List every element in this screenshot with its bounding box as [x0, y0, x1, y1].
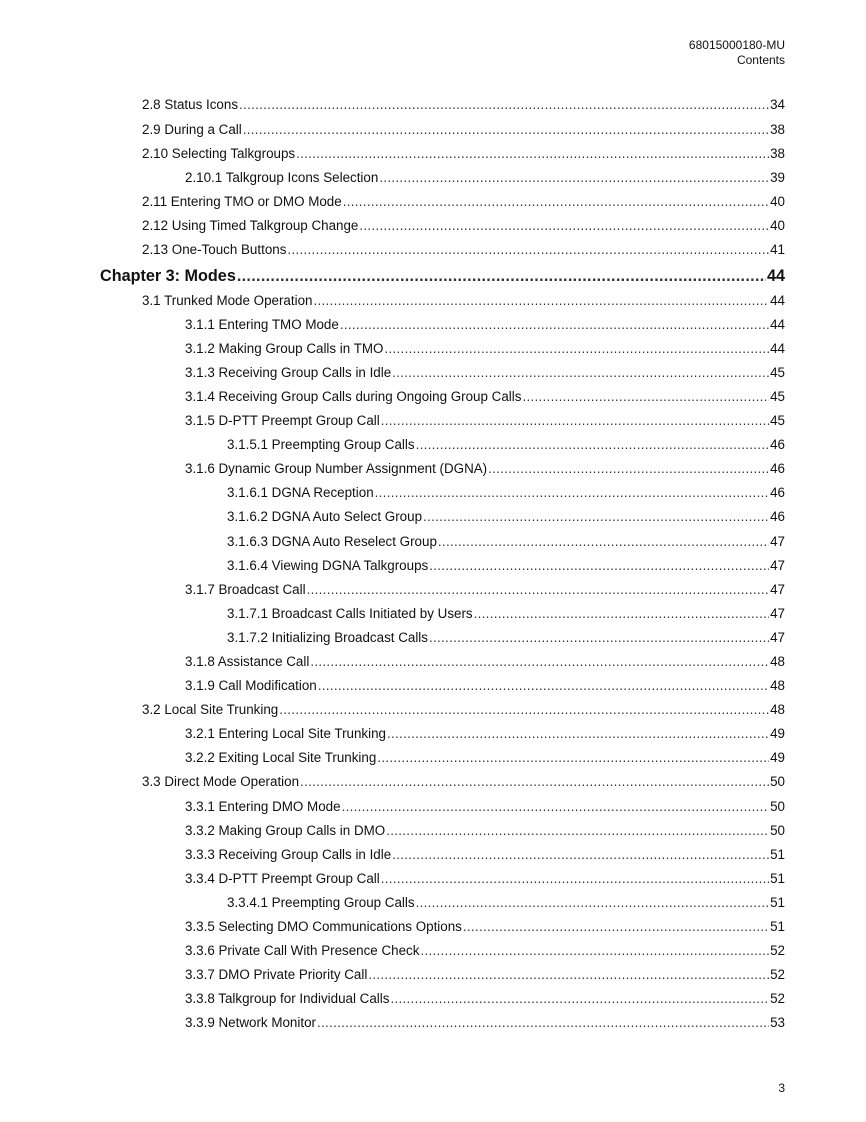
- dot-leader: [420, 943, 769, 958]
- dot-leader: [340, 317, 769, 332]
- table-of-contents: [0, 97, 866, 1039]
- toc-title: 3.3.9 Network Monitor: [185, 1015, 316, 1031]
- dot-leader: [416, 895, 770, 910]
- toc-title: 2.8 Status Icons: [142, 97, 239, 112]
- toc-entry-3-1-5-1[interactable]: [0, 437, 866, 461]
- toc-page: 47: [770, 533, 785, 549]
- dot-leader: [429, 630, 769, 645]
- toc-entry-3-1-6-2[interactable]: [0, 509, 866, 533]
- toc-entry-2-8[interactable]: [0, 97, 866, 122]
- toc-page: 46: [770, 485, 785, 501]
- toc-page: 52: [770, 991, 785, 1007]
- toc-entry-2-10[interactable]: [0, 146, 866, 170]
- dot-leader: [313, 293, 769, 308]
- toc-entry-3-3[interactable]: [0, 774, 866, 798]
- toc-entry-3-3-4-1[interactable]: [0, 895, 866, 919]
- toc-page: 38: [770, 122, 785, 137]
- dot-leader: [438, 534, 769, 549]
- dot-leader: [342, 799, 770, 814]
- document-number: 68015000180-MU: [688, 38, 785, 52]
- toc-title: 3.3.3 Receiving Group Calls in Idle: [185, 846, 392, 862]
- toc-page: 51: [770, 870, 785, 886]
- toc-entry-2-13[interactable]: [0, 242, 866, 266]
- toc-title: 3.1.7.2 Initializing Broadcast Calls: [227, 629, 428, 645]
- toc-page: 52: [770, 943, 785, 959]
- toc-title: 3.1.5.1 Preempting Group Calls: [227, 437, 415, 453]
- toc-page: 40: [770, 194, 785, 210]
- toc-title: 3.1 Trunked Mode Operation: [142, 292, 313, 308]
- toc-page: 44: [766, 266, 785, 285]
- toc-title: 3.1.6.4 Viewing DGNA Talkgroups: [227, 557, 429, 573]
- toc-page: 34: [770, 97, 785, 112]
- dot-leader: [429, 558, 769, 573]
- toc-title: 3.3.5 Selecting DMO Communications Options: [185, 919, 462, 934]
- toc-entry-3-1-6-3[interactable]: [0, 534, 866, 558]
- toc-page: 51: [770, 919, 785, 934]
- dot-leader: [379, 170, 769, 185]
- toc-title: 2.9 During a Call: [142, 122, 242, 137]
- toc-page: 46: [770, 437, 785, 453]
- toc-page: 41: [770, 242, 785, 258]
- dot-leader: [488, 461, 769, 476]
- dot-leader: [359, 218, 769, 233]
- toc-entry-chapter-3[interactable]: [0, 267, 866, 293]
- dot-leader: [522, 389, 769, 404]
- toc-page: 46: [770, 461, 785, 477]
- toc-entry-3-1-3[interactable]: [0, 365, 866, 389]
- toc-title: 2.13 One-Touch Buttons: [142, 242, 287, 258]
- toc-entry-3-1-5[interactable]: [0, 413, 866, 437]
- toc-entry-3-3-5[interactable]: [0, 919, 866, 943]
- toc-entry-3-1-6-4[interactable]: [0, 558, 866, 582]
- toc-page: 52: [770, 967, 785, 983]
- toc-page: 38: [770, 146, 785, 162]
- toc-title: 3.2 Local Site Trunking: [142, 702, 279, 718]
- toc-title: 3.1.8 Assistance Call: [185, 653, 310, 669]
- toc-entry-2-11[interactable]: [0, 194, 866, 218]
- dot-leader: [237, 267, 766, 286]
- dot-leader: [317, 1015, 769, 1030]
- toc-page: 48: [770, 653, 785, 669]
- toc-entry-3-3-6[interactable]: [0, 943, 866, 967]
- toc-title: 3.2.1 Entering Local Site Trunking: [185, 726, 386, 742]
- section-name: Contents: [736, 53, 785, 67]
- dot-leader: [390, 991, 769, 1006]
- toc-title: 3.1.9 Call Modification: [185, 678, 317, 694]
- dot-leader: [310, 654, 769, 669]
- toc-entry-3-3-2[interactable]: [0, 823, 866, 847]
- toc-title: 3.1.7 Broadcast Call: [185, 581, 306, 597]
- toc-page: 44: [770, 292, 785, 308]
- dot-leader: [318, 678, 769, 693]
- toc-title: 3.3.4 D-PTT Preempt Group Call: [185, 870, 380, 886]
- dot-leader: [296, 146, 769, 161]
- dot-leader: [279, 702, 769, 717]
- toc-entry-3-3-3[interactable]: [0, 847, 866, 871]
- dot-leader: [287, 242, 769, 257]
- toc-page: 46: [770, 509, 785, 525]
- toc-title: 2.11 Entering TMO or DMO Mode: [142, 194, 342, 210]
- toc-title: 3.1.2 Making Group Calls in TMO: [185, 340, 384, 356]
- dot-leader: [392, 365, 769, 380]
- toc-page: 44: [770, 316, 785, 332]
- toc-page: 53: [770, 1015, 785, 1031]
- toc-title: 3.3.6 Private Call With Presence Check: [185, 943, 420, 959]
- dot-leader: [239, 97, 769, 112]
- toc-title: 2.10 Selecting Talkgroups: [142, 146, 296, 162]
- toc-entry-3-2-1[interactable]: [0, 726, 866, 750]
- toc-page: 50: [770, 798, 785, 814]
- dot-leader: [386, 823, 769, 838]
- toc-title: 3.1.1 Entering TMO Mode: [185, 316, 339, 332]
- toc-entry-3-3-7[interactable]: [0, 967, 866, 991]
- dot-leader: [368, 967, 769, 982]
- toc-title: 3.1.6.2 DGNA Auto Select Group: [227, 509, 423, 525]
- dot-leader: [381, 413, 769, 428]
- toc-title: 3.1.6.1 DGNA Reception: [227, 485, 374, 501]
- toc-entry-3-3-4[interactable]: [0, 871, 866, 895]
- dot-leader: [307, 582, 770, 597]
- toc-title: 3.3.7 DMO Private Priority Call: [185, 967, 368, 983]
- toc-title: 3.3.8 Talkgroup for Individual Calls: [185, 991, 390, 1007]
- dot-leader: [463, 919, 769, 934]
- toc-page: 47: [770, 605, 785, 621]
- toc-entry-3-1-7[interactable]: [0, 582, 866, 606]
- toc-title: 2.10.1 Talkgroup Icons Selection: [185, 170, 379, 186]
- toc-page: 45: [770, 413, 785, 429]
- toc-page: 44: [770, 340, 785, 356]
- toc-entry-3-1-9[interactable]: [0, 678, 866, 702]
- dot-leader: [423, 509, 769, 524]
- toc-entry-3-1[interactable]: [0, 293, 866, 317]
- toc-entry-3-3-1[interactable]: [0, 799, 866, 823]
- toc-title: 2.12 Using Timed Talkgroup Change: [142, 218, 359, 234]
- toc-title: 3.3.4.1 Preempting Group Calls: [227, 894, 415, 910]
- dot-leader: [474, 606, 769, 621]
- toc-entry-3-1-8[interactable]: [0, 654, 866, 678]
- toc-entry-2-9[interactable]: [0, 122, 866, 146]
- toc-page: 49: [770, 750, 785, 766]
- toc-title: 3.1.7.1 Broadcast Calls Initiated by Users: [227, 605, 473, 621]
- dot-leader: [243, 122, 769, 137]
- toc-entry-3-3-8[interactable]: [0, 991, 866, 1015]
- toc-title: 3.1.6.3 DGNA Auto Reselect Group: [227, 533, 437, 549]
- dot-leader: [377, 750, 769, 765]
- toc-entry-3-3-9[interactable]: [0, 1015, 866, 1039]
- toc-title: 3.1.4 Receiving Group Calls during Ongoing Group Calls: [185, 388, 522, 404]
- toc-title: 3.2.2 Exiting Local Site Trunking: [185, 750, 377, 766]
- dot-leader: [375, 485, 769, 500]
- toc-entry-3-1-2[interactable]: [0, 341, 866, 365]
- toc-page: 50: [770, 822, 785, 838]
- toc-entry-3-1-6-1[interactable]: [0, 485, 866, 509]
- toc-title: Chapter 3: Modes: [100, 266, 236, 285]
- toc-page: 49: [770, 726, 785, 742]
- toc-title: 3.3 Direct Mode Operation: [142, 774, 300, 790]
- dot-leader: [416, 437, 770, 452]
- page-number: 3: [778, 1081, 785, 1095]
- toc-title: 3.3.2 Making Group Calls in DMO: [185, 822, 386, 838]
- toc-entry-3-2-2[interactable]: [0, 750, 866, 774]
- toc-title: 3.1.5 D-PTT Preempt Group Call: [185, 413, 380, 429]
- dot-leader: [381, 871, 769, 886]
- toc-entry-2-12[interactable]: [0, 218, 866, 242]
- dot-leader: [384, 341, 769, 356]
- dot-leader: [300, 774, 769, 789]
- toc-page: 48: [770, 678, 785, 694]
- page-header: [689, 38, 785, 68]
- toc-title: 3.1.3 Receiving Group Calls in Idle: [185, 364, 392, 380]
- dot-leader: [343, 194, 769, 209]
- toc-page: 50: [770, 774, 785, 790]
- toc-entry-3-2[interactable]: [0, 702, 866, 726]
- toc-page: 51: [770, 894, 785, 910]
- toc-page: 47: [770, 557, 785, 573]
- toc-page: 47: [770, 629, 785, 645]
- toc-entry-3-1-1[interactable]: [0, 317, 866, 341]
- toc-entry-3-1-4[interactable]: [0, 389, 866, 413]
- toc-page: 45: [770, 388, 785, 404]
- toc-page: 51: [770, 846, 785, 862]
- dot-leader: [392, 847, 769, 862]
- toc-page: 48: [770, 702, 785, 718]
- toc-title: 3.3.1 Entering DMO Mode: [185, 798, 341, 814]
- toc-entry-3-1-7-2[interactable]: [0, 630, 866, 654]
- toc-entry-3-1-7-1[interactable]: [0, 606, 866, 630]
- toc-page: 45: [770, 364, 785, 380]
- dot-leader: [387, 726, 769, 741]
- toc-entry-2-10-1[interactable]: [0, 170, 866, 194]
- toc-page: 39: [770, 170, 785, 186]
- toc-entry-3-1-6[interactable]: [0, 461, 866, 485]
- toc-page: 47: [770, 581, 785, 597]
- toc-page: 40: [770, 218, 785, 234]
- toc-title: 3.1.6 Dynamic Group Number Assignment (DGNA): [185, 461, 488, 477]
